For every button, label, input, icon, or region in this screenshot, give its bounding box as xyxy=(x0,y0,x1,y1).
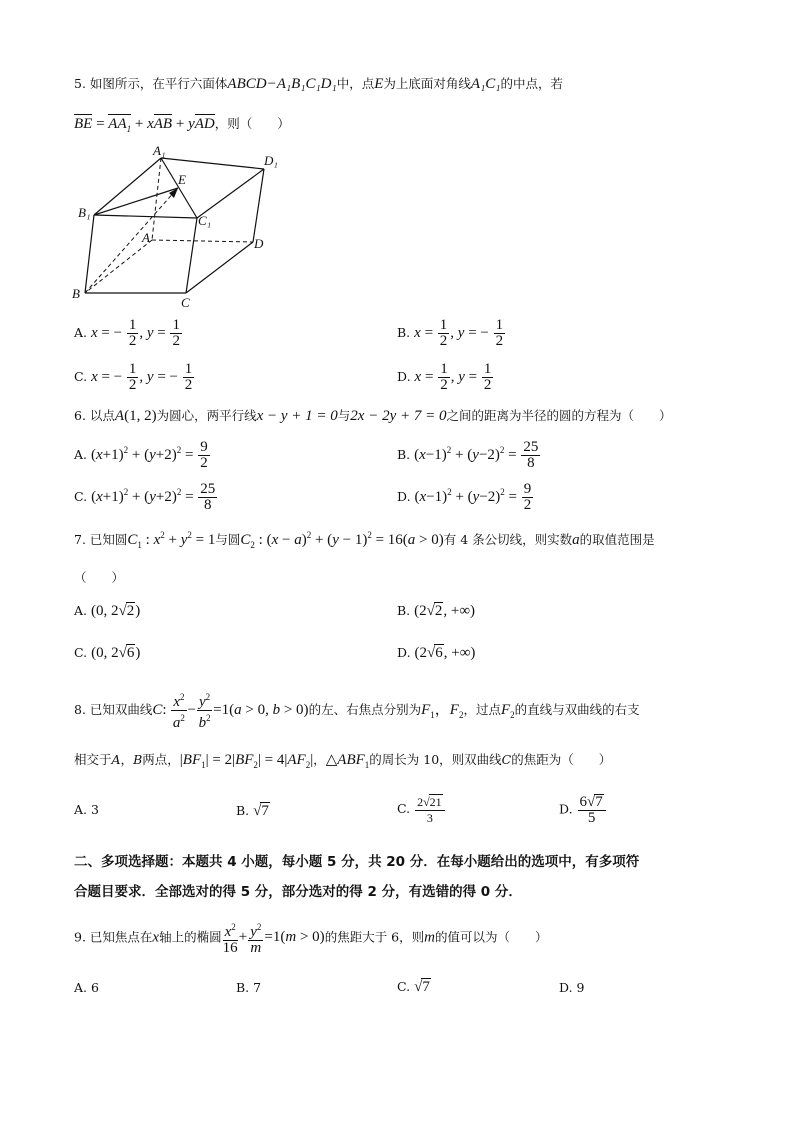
q7-text: 有 4 条公切线，则实数 xyxy=(443,532,573,547)
q5-solid-name: ABCD−A₁B₁C₁D₁ xyxy=(227,76,337,92)
q6-option-a[interactable]: A. $(x+1)^2 + (y+2)^2$ = $\frac{9}{2}$ xyxy=(74,439,208,471)
q8-text: 的焦距为（ ） xyxy=(511,752,612,767)
option-letter: C. xyxy=(74,368,88,384)
q5-option-a[interactable]: A. x = − $\frac{1}{2}$ , y = $\frac{1}{2}$ xyxy=(74,317,180,349)
option-letter: A. 6 xyxy=(74,980,99,995)
q8-option-a[interactable] xyxy=(74,802,99,817)
edge-B1B xyxy=(85,215,94,293)
q7-answer-paren: （ ） xyxy=(74,570,125,585)
q7-option-c[interactable]: C. (0, 2√6) xyxy=(74,645,141,661)
q8-option-c[interactable]: C. $\frac{2√21}{3}$ xyxy=(397,794,446,826)
hidden-edge-AB xyxy=(85,240,152,293)
label-B1: B₁ xyxy=(78,205,91,220)
q7-text: 7. 已知圆 xyxy=(74,532,128,547)
label-C: C xyxy=(181,295,190,310)
vec-AD: AD xyxy=(194,116,215,132)
q9-text: 轴上的椭圆 xyxy=(159,929,222,945)
option-letter: C. xyxy=(397,979,411,994)
vec-BE: BE xyxy=(74,116,93,132)
option-letter: B. xyxy=(397,603,411,618)
option-letter: A. xyxy=(74,603,88,618)
hidden-edge-A1A xyxy=(152,158,161,240)
q6-text: 为圆心，两平行线 xyxy=(156,408,257,423)
q5-text: 的中点，若 xyxy=(500,76,564,91)
edge-D1D xyxy=(253,169,264,242)
q5-diagonal: A₁C₁ xyxy=(470,76,501,92)
option-letter: B. 7 xyxy=(236,980,262,995)
q7-option-b[interactable]: B. (2√2, +∞) xyxy=(397,603,476,619)
option-letter: A. xyxy=(74,446,88,462)
edge-A1D1 xyxy=(161,158,264,169)
q6-line2: 2x − 2y + 7 = 0 xyxy=(350,408,447,424)
option-letter: D. xyxy=(397,488,411,504)
edge-D1C1 xyxy=(197,169,264,218)
q5-text: 5. 如图所示，在平行六面体 xyxy=(74,76,228,91)
q9-text: 的焦距大于 6，则 xyxy=(324,929,425,945)
q6-line1: x − y + 1 = 0 xyxy=(256,408,338,424)
q5-point: E xyxy=(374,76,384,92)
q9-text: 9. 已知焦点在 xyxy=(74,929,153,945)
option-letter: B. xyxy=(236,803,250,818)
label-B: B xyxy=(72,286,80,301)
q8-text: 8. 已知双曲线 xyxy=(74,701,153,717)
q8-stem-line2: 相交于A，B两点，$|BF_1| = 2|BF_2| = 4|AF_2|$，$\triangle ABF_1$的周长为 10，则双曲线C的焦距为（ ） xyxy=(74,752,612,770)
q6-stem: 6. 以点A(1, 2)为圆心，两平行线x − y + 1 = 0与2x − 2y + 7 = 0之间的距离为半径的圆的方程为（ ） xyxy=(74,408,672,424)
section2-heading-line1: 二、多项选择题：本题共 4 小题，每小题 5 分，共 20 分．在每小题给出的选项中，有多项符 xyxy=(74,854,640,870)
q8-option-b[interactable]: B. √7 xyxy=(236,803,269,819)
option-letter: A. 3 xyxy=(74,802,99,817)
edge-C1C xyxy=(186,218,197,293)
q5-vector-equation: BE = $AA_1$ + xAB + yAD，则（ ） xyxy=(74,116,290,134)
option-letter: D. xyxy=(559,801,573,817)
option-letter: C. xyxy=(397,800,411,816)
label-D: D xyxy=(254,236,264,251)
option-letter: B. xyxy=(397,324,411,340)
q9-stem: 9. 已知焦点在x轴上的椭圆 $\frac{x^2}{16}$ + $\frac{y^2}{m}$ =1(m > 0)的焦距大于 6，则m的值可以为（ ） xyxy=(74,922,548,956)
q8-stem-line1: 8. 已知双曲线C: $\frac{x^2}{a^2}$ − $\frac{y^2}{b^2}$ =1(a > 0, b > 0)的左、右焦点分别为$F_1$，$F_2$，过点$F_2$的直线与双曲线的右支 xyxy=(74,692,640,731)
option-letter: D. 9 xyxy=(559,980,585,995)
q8-text: 的直线与双曲线的右支 xyxy=(514,701,640,717)
q5-text: ，则（ ） xyxy=(214,116,290,131)
q5-text: 中，点 xyxy=(336,76,375,91)
q6-text: 6. 以点 xyxy=(74,408,115,423)
q6-option-d[interactable]: D. $(x-1)^2 + (y-2)^2$ = $\frac{9}{2}$ xyxy=(397,481,532,513)
option-letter: D. xyxy=(397,645,411,660)
edge-CD xyxy=(186,242,253,293)
q8-text: 相交于 xyxy=(74,752,112,767)
label-A1: A₁ xyxy=(153,143,166,158)
q8-text: 的周长为 10，则双曲线 xyxy=(369,752,502,767)
option-letter: A. xyxy=(74,324,88,340)
vec-AA1: $AA_1$ xyxy=(108,116,132,134)
q7-stem-line1: 7. 已知圆$C_1$ : $x^2 + y^2 = 1$与圆$C_2$ : $(x - a)^2 + (y - 1)^2 = 16(a > 0)$有 4 条公切线，则实数a的取值范围是 xyxy=(74,530,655,550)
q5-stem-line1 xyxy=(74,74,563,93)
q9-option-a[interactable] xyxy=(74,980,99,995)
q8-text: 的左、右焦点分别为 xyxy=(308,701,422,717)
q5-text: 为上底面对角线 xyxy=(383,76,471,91)
edge-B1A1 xyxy=(94,158,161,215)
q5-option-c[interactable]: C. x = − $\frac{1}{2}$ , y = − $\frac{1}{2}$ xyxy=(74,361,193,393)
option-letter: B. xyxy=(397,446,411,462)
q7-text: 与圆 xyxy=(215,532,241,547)
hidden-edge-AD xyxy=(152,240,253,242)
q9-text: 的值可以为（ ） xyxy=(434,929,548,945)
q5-option-d[interactable]: D. x = $\frac{1}{2}$ , y = $\frac{1}{2}$ xyxy=(397,361,492,393)
option-letter: C. xyxy=(74,645,88,660)
diag-A1C1 xyxy=(161,158,197,218)
q7-text: 的取值范围是 xyxy=(579,532,655,547)
q6-option-c[interactable]: C. $(x+1)^2 + (y+2)^2$ = $\frac{25}{8}$ xyxy=(74,481,216,513)
section2-heading-line2: 合题目要求．全部选对的得 5 分，部分选对的得 2 分，有选错的得 0 分． xyxy=(74,884,522,900)
parallelepiped-figure xyxy=(70,142,300,312)
q7-option-d[interactable]: D. (2√6, +∞) xyxy=(397,645,476,661)
vec-AB: AB xyxy=(153,116,173,132)
q8-text: ，过点 xyxy=(463,701,501,717)
q9-option-c[interactable]: C. √7 xyxy=(397,979,430,995)
q8-text: 两点， xyxy=(142,752,180,767)
label-C1: C₁ xyxy=(198,213,212,228)
label-D1: D₁ xyxy=(264,153,278,168)
vector-BE xyxy=(85,190,176,293)
q6-option-b[interactable]: B. $(x-1)^2 + (y-2)^2$ = $\frac{25}{8}$ xyxy=(397,439,539,471)
q8-option-d[interactable]: D. $\frac{6√7}{5}$ xyxy=(559,794,607,826)
q7-option-a[interactable]: A. (0, 2√2) xyxy=(74,603,141,619)
option-letter: D. xyxy=(397,368,411,384)
edge-C1B1 xyxy=(94,215,197,218)
q5-option-b[interactable]: B. x = $\frac{1}{2}$ , y = − $\frac{1}{2}$ xyxy=(397,317,504,349)
q9-option-d[interactable] xyxy=(559,980,584,995)
label-E: E xyxy=(178,172,186,187)
q9-option-b[interactable] xyxy=(236,980,261,995)
q6-text: 与 xyxy=(337,408,351,423)
option-letter: C. xyxy=(74,488,88,504)
label-A: A xyxy=(142,230,150,245)
q6-text: 之间的距离为半径的圆的方程为（ ） xyxy=(446,408,672,423)
